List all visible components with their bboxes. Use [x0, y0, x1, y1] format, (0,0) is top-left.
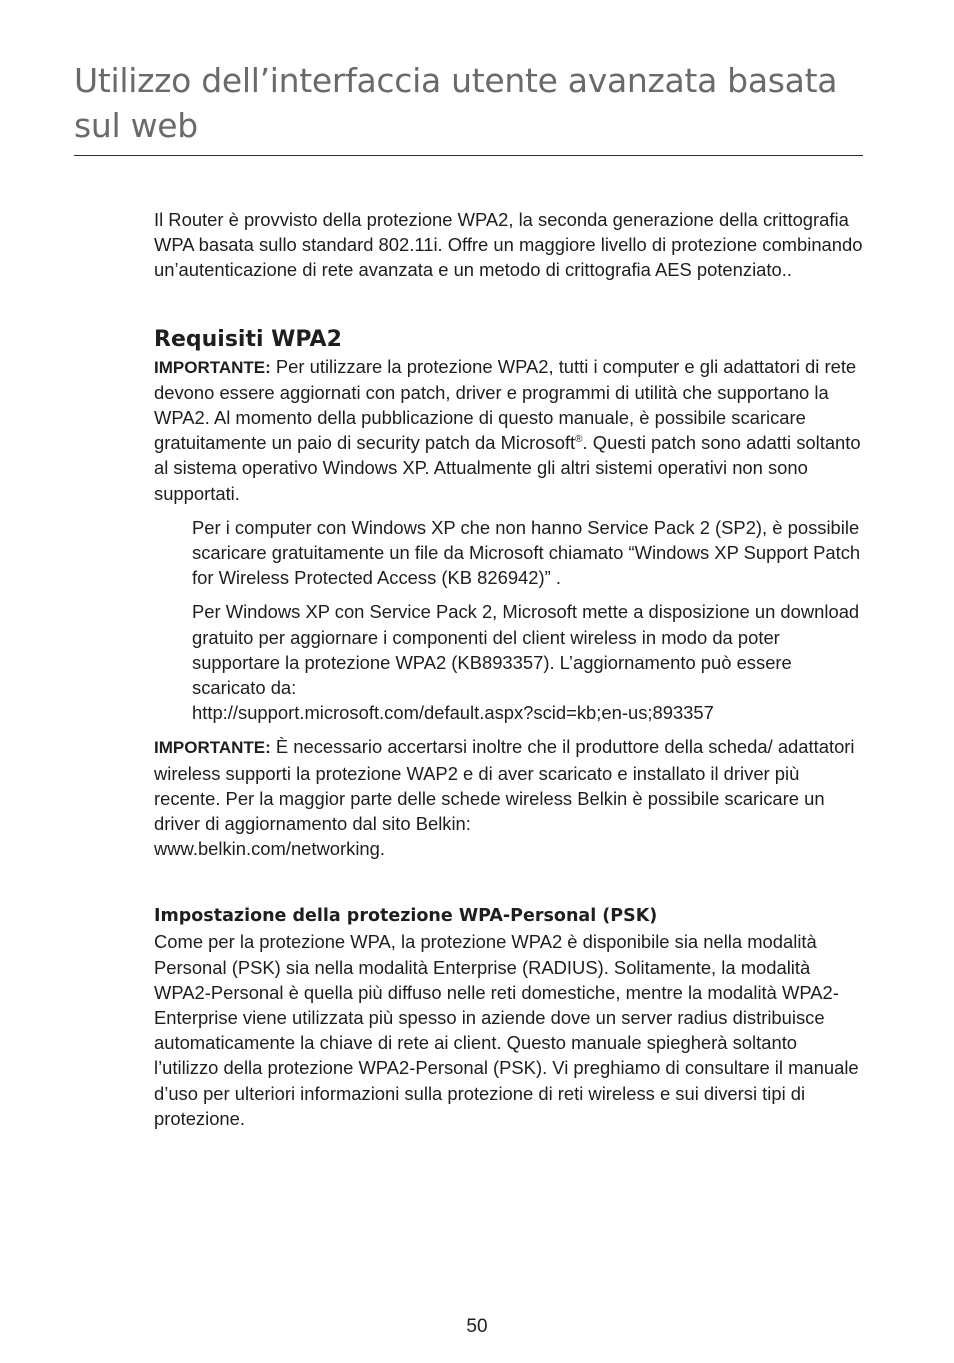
important2-label: IMPORTANTE: [154, 738, 271, 758]
important-label: IMPORTANTE: [154, 357, 271, 377]
page-number: 50 [466, 1316, 488, 1337]
sp2-note-text: Per Windows XP con Service Pack 2, Microsoft mette a disposizione un download gratuito per aggiornare i componenti del client wireless in modo da poter supportare la protezione WPA2 (KB893357). L’aggiornamento può essere scaricato da: [192, 601, 860, 699]
main-content [154, 207, 866, 1131]
important-paragraph [154, 354, 866, 506]
sp1-download-note: Per i computer con Windows XP che non hanno Service Pack 2 (SP2), è possibile scaricare gratuitamente un file da Microsoft chiamato “Windows XP Support Patch for Wireless Protected Access (KB 826942)” . [192, 516, 861, 589]
title-divider [74, 155, 863, 156]
wpa2-requirements-heading: Requisiti WPA2 [154, 326, 342, 352]
belkin-url: www.belkin.com/networking. [154, 838, 385, 860]
psk-paragraph: Come per la protezione WPA, la protezione WPA2 è disponibile sia nella modalità Personal (PSK) sia nella modalità Enterprise (RADIUS). Solitamente, la modalità WPA2-Personal è quella più diffuso nelle reti domestiche, mentre la modalità WPA2-Enterprise viene utilizzata più spesso in aziende dove un server radius distribuisce automaticamente la chiave di rete ai client. Questo manuale spiegherà soltanto l’utilizzo della protezione WPA2-Personal (PSK). Vi preghiamo di consultare il manuale d’uso per ulteriori informazioni sulla protezione di reti wireless e sui diversi tipi di protezione. [154, 931, 859, 1129]
important-driver-paragraph [154, 734, 866, 861]
important2-text: È necessario accertarsi inoltre che il produttore della scheda/ adattatori wireless supporti la protezione WAP2 e di aver scaricato e installato il driver più recente. Per la maggior parte delle schede wireless Belkin è possibile scaricare un driver di aggiornamento dal sito Belkin: [154, 736, 855, 835]
intro-paragraph: Il Router è provvisto della protezione WPA2, la seconda generazione della crittografia WPA basata sullo standard 802.11i. Offre un maggiore livello di protezione combinando un’autenticazione di rete avanzata e un metodo di crittografia AES potenziato.. [154, 209, 863, 281]
psk-section [154, 903, 866, 1131]
microsoft-support-url: http://support.microsoft.com/default.aspx?scid=kb;en-us;893357 [192, 702, 714, 724]
psk-heading: Impostazione della protezione WPA-Personal (PSK) [154, 906, 658, 927]
page-title: Utilizzo dell’interfaccia utente avanzata basata sul web [74, 61, 838, 145]
important-text-part-2: . Questi patch sono adatti soltanto al sistema operativo Windows XP. Attualmente gli altri sistemi operativi non sono supportati. [154, 432, 861, 504]
important-text-part-1: Per utilizzare la protezione WPA2, tutti i computer e gli adattatori di rete devono essere aggiornati con patch, driver e programmi di utilità che supportano la WPA2. Al momento della pubblicazione di questo manuale, è possibile scaricare gratuitamente un paio di security patch da Microsoft [154, 355, 857, 454]
sp2-download-note [192, 599, 866, 725]
registered-mark: ® [575, 434, 583, 446]
